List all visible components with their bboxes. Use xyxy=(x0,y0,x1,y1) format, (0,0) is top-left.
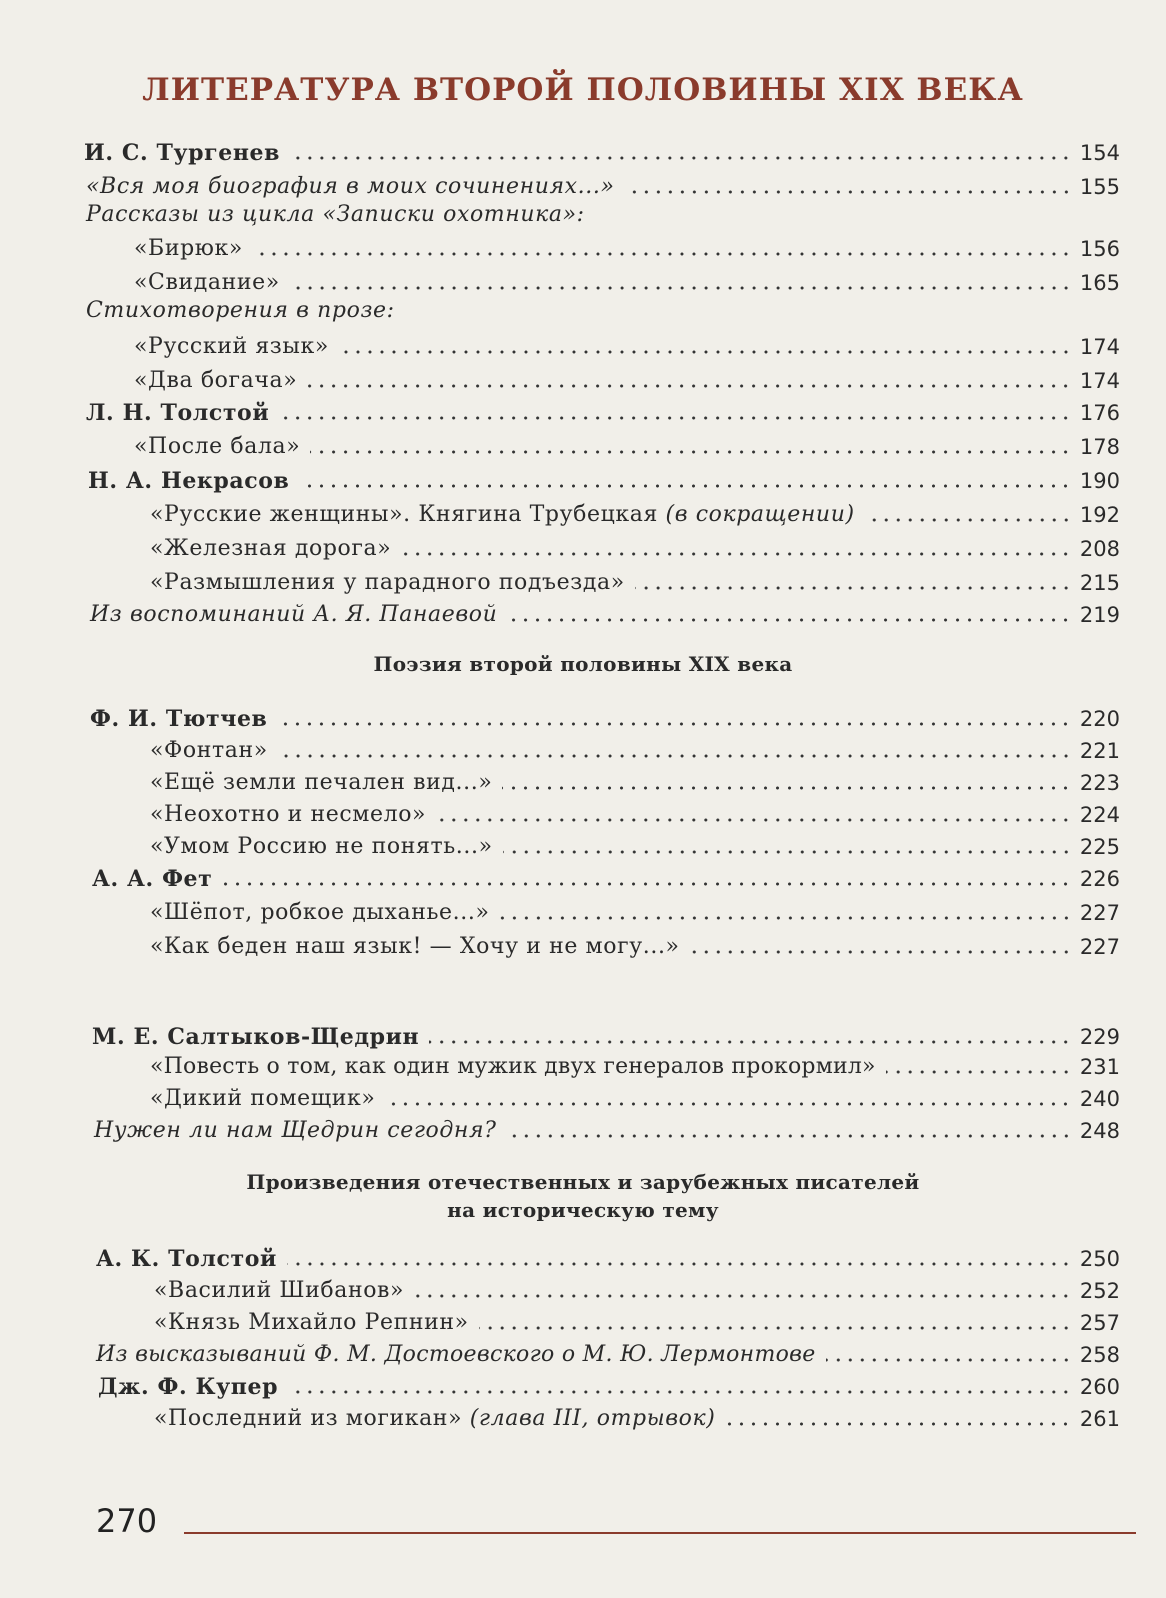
entry-title: «Шёпот, робкое дыханье...» xyxy=(150,900,490,925)
entry-title: «Два богача» xyxy=(134,368,298,393)
entry-title: «Свидание» xyxy=(134,270,280,295)
entry-page: 174 xyxy=(1079,369,1120,393)
entry-title: «Русский язык» xyxy=(134,334,329,359)
entry-page: 258 xyxy=(1079,1343,1120,1367)
toc-entry-zheleznaya-doroga[interactable] xyxy=(150,528,1120,562)
toc-entry-dikiy-pomeshchik[interactable] xyxy=(150,1078,1120,1112)
toc-entry-fontan[interactable] xyxy=(150,730,1120,764)
entry-page: 250 xyxy=(1079,1247,1120,1271)
entry-title: «Василий Шибанов» xyxy=(154,1278,405,1303)
leader-dots xyxy=(503,850,1072,854)
entry-page: 260 xyxy=(1079,1375,1120,1399)
toc-entry-tyutchev[interactable] xyxy=(90,698,1120,732)
entry-title: И. С. Тургенев xyxy=(84,140,281,166)
entry-title: «Умом Россию не понять...» xyxy=(150,834,493,859)
footer-rule xyxy=(184,1532,1136,1534)
section-heading: ЛИТЕРАТУРА ВТОРОЙ ПОЛОВИНЫ XIX ВЕКА xyxy=(142,72,1024,108)
toc-entry-dostoevsky[interactable] xyxy=(96,1334,1120,1368)
leader-dots xyxy=(725,1422,1071,1426)
toc-entry-fet[interactable] xyxy=(92,858,1120,892)
entry-page: 192 xyxy=(1079,503,1120,527)
entry-page: 223 xyxy=(1079,771,1120,795)
entry-page: 240 xyxy=(1079,1087,1120,1111)
leader-dots xyxy=(253,252,1072,256)
entry-title: «Размышления у парадного подъезда» xyxy=(150,570,625,595)
entry-page: 227 xyxy=(1079,935,1120,959)
toc-entry-dva-bogacha[interactable] xyxy=(134,360,1120,394)
entry-title xyxy=(150,502,855,528)
leader-dots xyxy=(307,384,1072,388)
toc-entry-povest[interactable] xyxy=(150,1046,1120,1080)
entry-page: 248 xyxy=(1079,1119,1120,1143)
leader-dots xyxy=(385,1102,1071,1106)
leader-dots xyxy=(502,786,1072,790)
toc-entry-nekrasov[interactable] xyxy=(88,460,1120,494)
leader-dots xyxy=(288,1390,1072,1394)
entry-title: М. Е. Салтыков-Щедрин xyxy=(92,1024,420,1050)
toc-entry-repnin[interactable] xyxy=(154,1302,1120,1336)
entry-title-main: «Последний из могикан» xyxy=(154,1406,463,1431)
entry-title: Л. Н. Толстой xyxy=(86,400,270,426)
toc-entry-shepot[interactable] xyxy=(150,892,1120,926)
entry-title: Из высказываний Ф. М. Достоевского о М. Ю. Лермонтове xyxy=(96,1342,816,1367)
subsection-title-historical-line2: на историческую тему xyxy=(447,1198,719,1222)
page-number: 270 xyxy=(96,1502,158,1540)
entry-title: «Как беден наш язык! — Хочу и не могу...» xyxy=(150,934,680,959)
entry-page: 165 xyxy=(1079,271,1120,295)
toc-entry-nuzhen-li[interactable] xyxy=(94,1110,1120,1144)
entry-page: 252 xyxy=(1079,1279,1120,1303)
leader-dots xyxy=(339,350,1072,354)
entry-title: Н. А. Некрасов xyxy=(88,468,290,494)
leader-dots xyxy=(690,950,1072,954)
leader-dots xyxy=(414,1294,1072,1298)
leader-dots xyxy=(401,552,1072,556)
toc-entry-kak-beden[interactable] xyxy=(150,926,1120,960)
leader-dots xyxy=(277,722,1071,726)
entry-page: 154 xyxy=(1079,141,1120,165)
entry-title: «Князь Михайло Репнин» xyxy=(154,1310,469,1335)
leader-dots xyxy=(290,156,1072,160)
entry-title: Дж. Ф. Купер xyxy=(98,1374,279,1400)
toc-entry-shibanov[interactable] xyxy=(154,1270,1120,1304)
entry-title xyxy=(154,1406,715,1432)
entry-title: «Повесть о том, как один мужик двух генералов прокормил» xyxy=(150,1054,876,1079)
toc-entry-panaeva[interactable] xyxy=(90,594,1120,628)
toc-entry-mogikan[interactable] xyxy=(154,1398,1120,1432)
entry-page: 224 xyxy=(1079,803,1120,827)
toc-entry-tolstoy-ak[interactable] xyxy=(96,1238,1120,1272)
toc-entry-saltykov[interactable] xyxy=(92,1016,1120,1050)
entry-page: 155 xyxy=(1079,175,1120,199)
leader-dots xyxy=(279,416,1072,420)
entry-title-note: (в сокращении) xyxy=(665,502,855,527)
entry-title: А. А. Фет xyxy=(92,866,213,892)
entry-title-note: (глава III, отрывок) xyxy=(469,1406,716,1431)
entry-title: А. К. Толстой xyxy=(96,1246,277,1272)
entry-page: 178 xyxy=(1079,435,1120,459)
toc-entry-tolstoy-ln[interactable] xyxy=(86,392,1120,426)
entry-page: 219 xyxy=(1079,603,1120,627)
toc-entry-neokhotno[interactable] xyxy=(150,794,1120,828)
leader-dots xyxy=(886,1070,1072,1074)
entry-title: «Вся моя биография в моих сочинениях...» xyxy=(86,174,615,199)
toc-entry-biryuk[interactable] xyxy=(134,228,1120,262)
entry-page: 156 xyxy=(1079,237,1120,261)
toc-entry-biography[interactable] xyxy=(86,166,1120,200)
leader-dots xyxy=(479,1326,1072,1330)
entry-title: «Железная дорога» xyxy=(150,536,392,561)
entry-page: 229 xyxy=(1079,1025,1120,1049)
toc-entry-umom-rossiyu[interactable] xyxy=(150,826,1120,860)
toc-group-hunter-cycle: Рассказы из цикла «Записки охотника»: xyxy=(86,202,585,227)
entry-title: «Фонтан» xyxy=(150,738,268,763)
entry-title: «Бирюк» xyxy=(134,236,243,261)
entry-page: 261 xyxy=(1079,1407,1120,1431)
leader-dots xyxy=(507,1134,1072,1138)
toc-entry-eshche-zemli[interactable] xyxy=(150,762,1120,796)
toc-entry-svidanie[interactable] xyxy=(134,262,1120,296)
toc-entry-posle-bala[interactable] xyxy=(134,426,1120,460)
entry-page: 221 xyxy=(1079,739,1120,763)
entry-page: 226 xyxy=(1079,867,1120,891)
entry-page: 231 xyxy=(1079,1055,1120,1079)
leader-dots xyxy=(865,518,1072,522)
entry-page: 257 xyxy=(1079,1311,1120,1335)
entry-page: 190 xyxy=(1079,469,1120,493)
entry-title-main: «Русские женщины». Княгина Трубецкая xyxy=(150,502,658,527)
entry-page: 215 xyxy=(1079,571,1120,595)
entry-title: «После бала» xyxy=(134,434,301,459)
entry-title: «Дикий помещик» xyxy=(150,1086,376,1111)
toc-group-prose-poems: Стихотворения в прозе: xyxy=(86,298,395,323)
leader-dots xyxy=(436,818,1072,822)
subsection-title-poetry: Поэзия второй половины XIX века xyxy=(373,652,793,676)
entry-title: «Неохотно и несмело» xyxy=(150,802,427,827)
leader-dots xyxy=(222,882,1072,886)
leader-dots xyxy=(507,618,1072,622)
toc-entry-razmyshleniya[interactable] xyxy=(150,562,1120,596)
toc-entry-russkiy-yazyk[interactable] xyxy=(134,326,1120,360)
entry-title: «Ещё земли печален вид...» xyxy=(150,770,493,795)
toc-entry-cooper[interactable] xyxy=(98,1366,1120,1400)
leader-dots xyxy=(287,1262,1072,1266)
leader-dots xyxy=(429,1040,1072,1044)
entry-title: Нужен ли нам Щедрин сегодня? xyxy=(94,1118,497,1143)
entry-page: 174 xyxy=(1079,335,1120,359)
entry-page: 176 xyxy=(1079,401,1120,425)
leader-dots xyxy=(635,586,1072,590)
toc-entry-russkie-zhenshchiny[interactable] xyxy=(150,494,1120,528)
entry-title: Из воспоминаний А. Я. Панаевой xyxy=(90,602,498,627)
leader-dots xyxy=(310,450,1072,454)
subsection-title-historical-line1: Произведения отечественных и зарубежных писателей xyxy=(246,1170,920,1194)
leader-dots xyxy=(278,754,1072,758)
leader-dots xyxy=(290,286,1072,290)
leader-dots xyxy=(500,916,1072,920)
entry-page: 227 xyxy=(1079,901,1120,925)
leader-dots xyxy=(299,484,1072,488)
toc-entry-turgenev[interactable] xyxy=(84,132,1120,166)
leader-dots xyxy=(625,190,1072,194)
entry-title: Ф. И. Тютчев xyxy=(90,706,268,732)
entry-page: 220 xyxy=(1079,707,1120,731)
entry-page: 208 xyxy=(1079,537,1120,561)
entry-page: 225 xyxy=(1079,835,1120,859)
leader-dots xyxy=(826,1358,1072,1362)
